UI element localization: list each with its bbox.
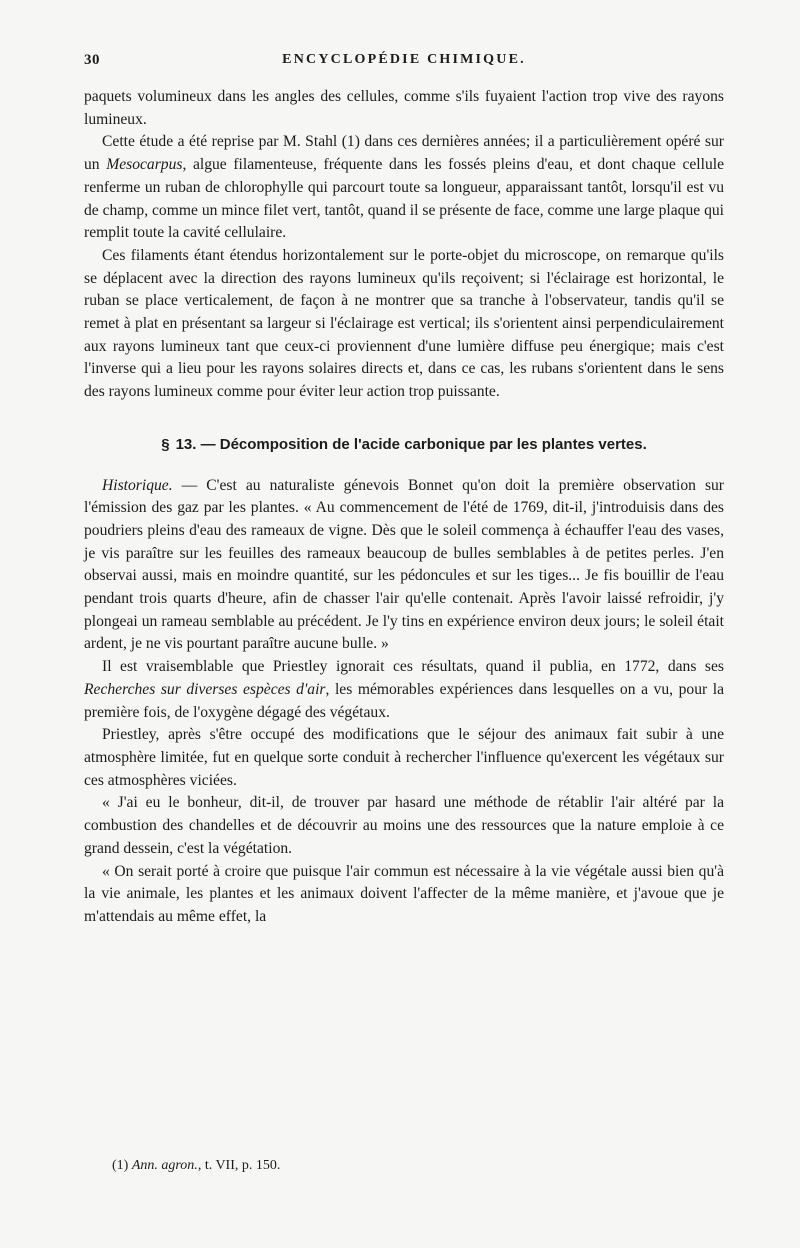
footnote-ref-italic: Ann. agron. [131,1158,198,1173]
footnote [112,1158,280,1174]
text-run: , algue filamenteuse, fréquente dans les fossés pleins d'eau, et dont chaque cellule renferme un ruban de chlorophylle qui parcourt toute sa longueur, apparaissant tantôt, lorsqu'il est vu de champ, comme un mince filet vert, tantôt, quand il se présente de face, comme une large plaque qui remplit toute la cavité cellulaire. [84,156,724,242]
section-title: 13. — Décomposition de l'acide carbonique par les plantes vertes. [175,435,647,453]
paragraph: paquets volumineux dans les angles des cellules, comme s'ils fuyaient l'action trop vive des rayons lumineux. [84,88,724,128]
italic-title: Recherches sur diverses espèces d'air [84,680,326,698]
italic-term: Mesocarpus [106,156,183,174]
paragraph [84,475,724,657]
text-run: Il est vraisemblable que Priestley ignorait ces résultats, quand il publia, en 1772, dans ses [102,658,724,676]
page-header [84,52,724,72]
italic-term: Historique. [102,476,173,494]
text-run: , les mémorables expériences dans lesquelles on a vu, pour la première fois, de l'oxygène dégagé des végétaux. [84,680,724,721]
footnote-ref: , t. VII, p. 150. [197,1158,281,1173]
paragraph: Priestley, après s'être occupé des modifications que le séjour des animaux fait subir à une atmosphère limitée, fut en quelque sorte conduit à rechercher l'influence qu'exercent les végétaux sur ces atmosphères viciées. [84,726,724,789]
text-run: Cette étude a été reprise par M. Stahl (1) dans ces dernières années; il a particulièrement opéré sur un [84,133,724,174]
footnote-marker: (1) [112,1158,129,1173]
body-text [84,86,724,929]
page-number: 30 [84,52,100,68]
text-run: — C'est au naturaliste génevois Bonnet qu'on doit la première observation sur l'émission des gaz par les plantes. « Au commencement de l'été de 1769, dit-il, j'introduisis dans des poudriers pleins d'eau des rameaux de vigne. Dès que le soleil commença à échauffer l'eau des vases, je vis paraître sur les feuilles des rameaux beaucoup de bulles semblables à de petites perles. J'en observai aussi, mais en moindre quantité, sur les pédoncules et sur les tiges... Je fis bouillir de l'eau pendant trois quarts d'heure, afin de chasser l'air qu'elle contenait. Après l'avoir laissé refroidir, j'y plongeai un rameau semblable au précédent. Je l'y tins en expérience environ deux jours; le soleil était ardent, je ne vis pourtant paraître aucune bulle. » [84,476,724,653]
running-title: ENCYCLOPÉDIE CHIMIQUE. [282,52,526,67]
paragraph: « J'ai eu le bonheur, dit-il, de trouver par hasard une méthode de rétablir l'air altéré par la combustion des chandelles et de découvrir au moins une des ressources que la nature emploie à ce grand dessein, c'est la végétation. [84,794,724,857]
paragraph: « On serait porté à croire que puisque l'air commun est nécessaire à la vie végétale aussi bien qu'à la vie animale, les plantes et les animaux doivent l'affecter de la même manière, et j'avoue que je m'attendais au même effet, la [84,862,724,925]
paragraph: Ces filaments étant étendus horizontalement sur le porte-objet du microscope, on remarque qu'ils se déplacent avec la direction des rayons lumineux qu'ils reçoivent; si l'éclairage est horizontal, le ruban se place verticalement, de façon à ne montrer que sa tranche à l'observateur, tandis qu'il se remet à plat en présentant sa largeur si l'éclairage est vertical; ils s'orientent ainsi perpendiculairement aux rayons lumineux tant que ceux-ci proviennent d'une lumière diffuse peu énergique; mais c'est l'inverse qui a lieu pour les rayons solaires directs et, dans ce cas, les rubans s'orientent dans le sens des rayons lumineux comme pour éviter leur action trop puissante. [84,246,724,401]
section-heading [84,434,724,457]
paragraph [84,131,724,245]
paragraph [84,656,724,724]
section-symbol: § [161,435,170,453]
